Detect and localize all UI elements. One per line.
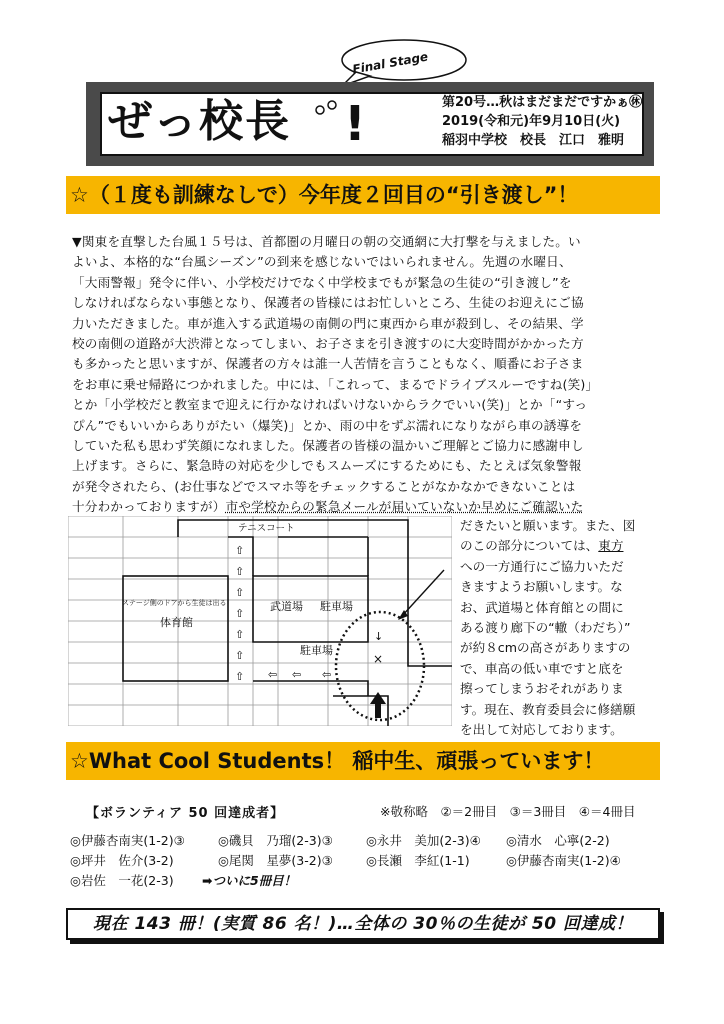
- volunteer-note: ※敬称略 ②＝2冊目 ③＝3冊目 ④＝4冊目: [380, 804, 636, 819]
- arrow-up-icon: ⇧: [235, 628, 245, 641]
- map-gym-label: 体育館: [160, 616, 193, 629]
- article1-line: していた私も思わず笑顔になれました。保護者の皆様の温かいご理解とご協力に感謝申し: [72, 438, 584, 454]
- map-parking-label: 駐車場: [300, 644, 333, 657]
- article1-emphasis: 市や学校からの緊急メールが届いていないか早めにご確認いた: [225, 499, 584, 515]
- volunteer-entry: ◎坪井 佐介(3-2): [70, 853, 174, 868]
- volunteer-entry: ◎清水 心寧(2-2): [506, 833, 610, 848]
- article1-line: よいよ、本格的な“台風シーズン”の到来を感じないではいられません。先週の水曜日、: [72, 254, 572, 270]
- article1-line-last: [72, 497, 598, 517]
- title-exclamation: !: [344, 96, 366, 152]
- map-tennis-label: テニスコート: [238, 523, 295, 534]
- arrow-up-icon: ⇧: [235, 565, 245, 578]
- article1-line: 力いただきました。車が進入する武道場の南側の門に東西から車が殺到し、その結果、学: [72, 315, 584, 331]
- right-line: [460, 536, 635, 556]
- volunteer-entry: ◎長瀬 李紅(1-1): [366, 853, 470, 868]
- right-line: を出して対応しております。: [460, 722, 623, 738]
- headline-handover: ☆（１度も訓練なしで）今年度２回目の“引き渡し”！: [66, 176, 660, 214]
- cross-icon: ×: [373, 652, 384, 666]
- right-line-text: のこの部分については、: [460, 538, 599, 554]
- volunteer-entry: ◎伊藤杏南実(1-2)③: [70, 833, 185, 848]
- article1-right-column: [460, 516, 635, 740]
- right-line: で、車高の低い車ですと底を: [460, 660, 624, 676]
- arrow-left-icon: ⇦: [322, 668, 332, 681]
- volunteer-row: [70, 852, 621, 870]
- volunteer-row: [70, 832, 610, 850]
- volunteer-highlight: ➡ついに5冊目！: [202, 873, 297, 888]
- right-line: への一方通行にご協力いただ: [460, 558, 624, 574]
- arrow-up-icon: ⇧: [235, 607, 245, 620]
- newsletter-title: ぜっ校長: [108, 96, 292, 147]
- map-budo-label: 武道場: [270, 600, 303, 613]
- issue-author: 稲羽中学校 校長 江口 雅明: [442, 133, 625, 148]
- arrow-left-icon: ⇦: [292, 668, 302, 681]
- volunteer-heading: 【ボランティア 50 回達成者】: [86, 806, 285, 821]
- map-arrows-up: [235, 540, 244, 687]
- article1-body: [72, 232, 598, 518]
- arrow-up-icon: ⇧: [235, 586, 245, 599]
- article1-text: 十分わかっておりますが）: [72, 499, 226, 515]
- article1-line: ▼関東を直撃した台風１５号は、首都圏の月曜日の朝の交通網に大打撃を与えました。い: [72, 234, 581, 249]
- campus-map: [68, 516, 452, 726]
- volunteer-entry: ◎岩佐 一花(2-3): [70, 873, 174, 888]
- map-stage-note: ステージ側のドアから生徒は出る: [122, 599, 227, 607]
- article1-line: も多かったと思いますが、保護者の方々は誰一人苦情を言うこともなく、順番にお子さま: [72, 356, 584, 372]
- article1-line: をお車に乗せ帰路につかれました。中には､「これって、まるでドライブスルーですね(笑)」: [72, 376, 599, 392]
- right-line: 擦ってしまうおそれがありま: [460, 681, 624, 697]
- arrow-left-icon: ⇦: [268, 668, 278, 681]
- arrow-up-icon: ⇧: [235, 670, 245, 683]
- article1-line: ぴん”でもいいからありがたい（爆笑)」とか、雨の中をずぶ濡れになりながら車の誘導を: [72, 417, 583, 433]
- issue-date: 2019(令和元)年9月10日(火): [442, 114, 621, 129]
- arrow-down-icon: ↓: [374, 630, 384, 643]
- issue-number: 第20号…秋はまだまだですかぁ㊡: [442, 95, 643, 110]
- article1-line: しなければならない事態となり、保護者の皆様にはお忙しいところ、生徒のお迎えにご協: [72, 295, 584, 311]
- article1-line: とか「小学校だと教室まで迎えに行かなければいけないからラクでいい(笑)」とか「“すっ: [72, 397, 588, 413]
- final-stage-label: Final Stage: [351, 49, 430, 77]
- right-line: ある渡り廊下の“轍（わだち）”: [460, 620, 631, 636]
- volunteer-entry: ◎尾関 星夢(3-2)③: [218, 853, 333, 868]
- right-line: お、武道場と体育館との間に: [460, 599, 624, 615]
- article1-line: が発令されたら、(お仕事などでスマホ等をチェックすることがなかなかできないことは: [72, 478, 576, 494]
- map-parking-label: 駐車場: [320, 600, 353, 613]
- article1-line: 「大雨警報」発令に伴い、小学校だけでなく中学校までもが緊急の生徒の“引き渡し”を: [72, 274, 572, 290]
- right-line: が約８cmの高さがありますの: [460, 640, 631, 656]
- arrow-up-icon: ⇧: [235, 649, 245, 662]
- volunteer-total-banner: 現在 143 冊！(実質 86 名！)…全体の 30％の生徒が 50 回達成！: [66, 908, 660, 940]
- volunteer-entry: ◎永井 美加(2-3)④: [366, 833, 481, 848]
- right-line: す。現在、教育委員会に修繕願: [460, 701, 636, 717]
- article1-line: 校の南側の道路が大渋滞となってしまい、お子さまを引き渡すのに大変時間がかかった方: [72, 336, 584, 352]
- volunteer-entry: ◎磯貝 乃瑠(2-3)③: [218, 833, 333, 848]
- arrow-up-icon: ⇧: [235, 544, 245, 557]
- volunteer-row: [70, 872, 296, 890]
- article1-line: 上げます。さらに、緊急時の対応を少しでもスムーズにするためにも、たとえば気象警報: [72, 458, 582, 474]
- volunteer-entry: ◎伊藤杏南実(1-2)④: [506, 853, 621, 868]
- right-line: きますようお願いします。な: [460, 579, 623, 595]
- right-line: だきたいと願います。また、図: [460, 518, 636, 533]
- right-line-emphasis: 東方: [598, 538, 624, 554]
- headline-students: ☆What Cool Students！ 稲中生、頑張っています！: [66, 742, 660, 780]
